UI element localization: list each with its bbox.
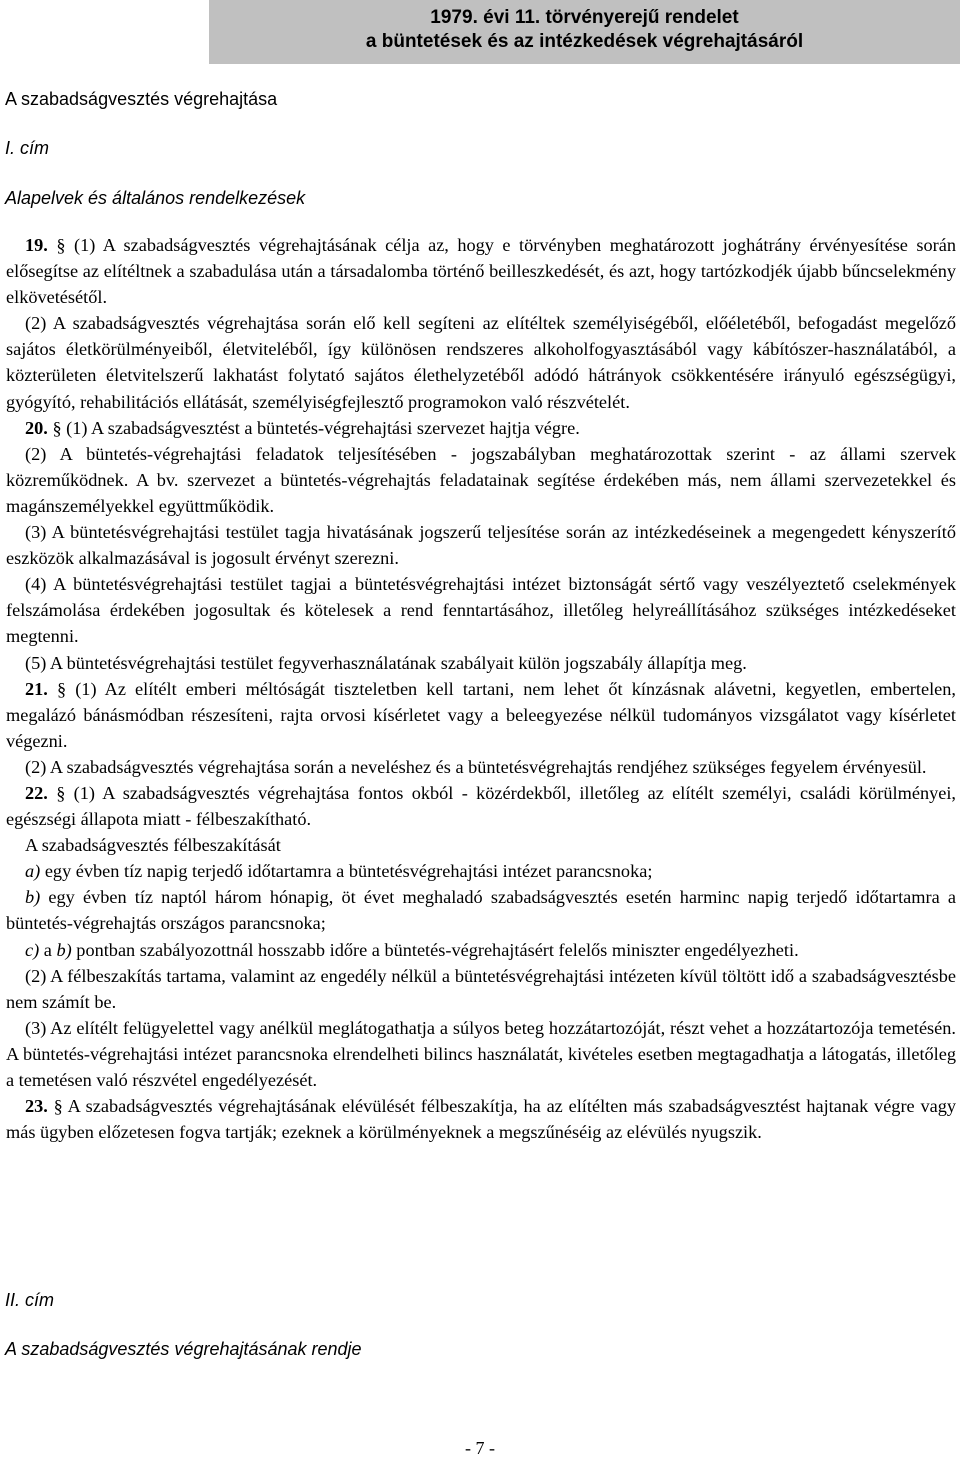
point-c-reference: b) (56, 939, 72, 960)
cim-1-heading: I. cím (5, 138, 49, 158)
section-22-text-1: (1) A szabadságvesztés végrehajtása fontos okból - közérdekből, illetőleg az elítélt személyi, családi körülményei, egészségi állapota miatt - félbeszakítható. (6, 782, 956, 830)
section-19-paragraph-1 (6, 232, 956, 310)
section-20-paragraph-3: (3) A büntetésvégrehajtási testület tagja hivatásának jogszerű teljesítése során az intézkedéseinek a megengedett kényszerítő eszközök alkalmazásával is jogosult érvényt szerezni. (6, 522, 956, 569)
section-22-point-b (6, 884, 956, 936)
cim-2-heading: II. cím (5, 1290, 54, 1310)
section-19-paragraph-2: (2) A szabadságvesztés végrehajtása során elő kell segíteni az elítéltek személyiségéből, előéletéből, befogadást megelőző sajátos életkörülményeiből, életviteléből, így különösen rendszeres alkoholfogyasztásából vagy kábítószer-használatából, a közterületen életvitelszerű lakhatást folytató sajátos élethelyzetéből adódó hátrányok csökkentésére irányuló egészségügyi, gyógyító, rehabilitációs ellátását, személyiségfejlesztő programokon való részvételét. (6, 313, 956, 412)
section-19-number: 19. (25, 235, 48, 255)
document-body (6, 232, 956, 1145)
section-20-paragraph-2: (2) A büntetés-végrehajtási feladatok teljesítésében - jogszabályban meghatározottak szerint - az állami szervek közreműködnek. A bv. szervezet a büntetés-végrehajtás feladatainak segítése érdekében más, nem állami szervezetekkel és magánszemélyekkel együttműködik. (6, 443, 956, 516)
header-title-line-2: a büntetések és az intézkedések végrehajtásáról (365, 31, 804, 52)
section-21-paragraph-1 (6, 676, 956, 754)
cim-1-subtitle: Alapelvek és általános rendelkezések (5, 188, 306, 208)
point-c-label: c) (25, 939, 40, 960)
section-22-number: 22. (25, 782, 48, 803)
section-22-point-c (6, 937, 956, 963)
section-22-paragraph-2: (2) A félbeszakítás tartama, valamint az engedély nélkül a büntetésvégrehajtási intézeten kívül töltött idő a szabadságvesztésbe nem számít be. (6, 965, 956, 1012)
point-b-text: egy évben tíz naptól három hónapig, öt évet meghaladó szabadságvesztés esetén harminc napig terjedő időtartamra a büntetés-végrehajtás országos parancsnoka; (6, 887, 956, 934)
point-a-label: a) (25, 861, 41, 882)
section-23-number: 23. (25, 1096, 48, 1117)
section-symbol: § (53, 1096, 63, 1117)
point-b-label: b) (25, 887, 41, 908)
section-symbol: § (52, 417, 62, 438)
section-22-intro: A szabadságvesztés félbeszakítását (25, 835, 281, 856)
section-19-text-1: (1) A szabadságvesztés végrehajtásának célja az, hogy e törvényben meghatározott joghátrány érvényesítése során elősegítse az elítéltnek a szabadulása után a társadalomba történő beilleszkedését, és azt, hogy tartózkodjék újabb bűncselekmény elkövetésétől. (6, 235, 957, 308)
section-20-paragraph-4: (4) A büntetésvégrehajtási testület tagjai a büntetésvégrehajtási intézet biztonságát sértő vagy veszélyeztető cselekmények felszámolása érdekében jogosultak és kötelesek a rend fenntartásához, illetőleg helyreállításához szükséges intézkedéseket megtenni. (6, 574, 956, 647)
document-header (209, 0, 960, 64)
section-title: A szabadságvesztés végrehajtása (5, 89, 278, 109)
section-20-text-1: (1) A szabadságvesztést a büntetés-végrehajtási szervezet hajtja végre. (66, 417, 580, 438)
section-symbol: § (56, 235, 66, 255)
section-20-paragraph-5: (5) A büntetésvégrehajtási testület fegyverhasználatának szabályait külön jogszabály állapítja meg. (25, 652, 747, 673)
point-c-article: a (43, 939, 52, 960)
header-title-line-1: 1979. évi 11. törvényerejű rendelet (430, 7, 739, 28)
section-23-paragraph-1 (6, 1093, 956, 1145)
section-22-paragraph-1 (6, 780, 956, 832)
section-symbol: § (56, 678, 67, 699)
section-20-number: 20. (25, 417, 48, 438)
section-20-paragraph-1 (6, 415, 956, 441)
section-21-paragraph-2: (2) A szabadságvesztés végrehajtása során a neveléshez és a büntetésvégrehajtás rendjéhez szükséges fegyelem érvényesül. (25, 756, 927, 777)
page-number: - 7 - (465, 1438, 495, 1458)
section-21-text-1: (1) Az elítélt emberi méltóságát tiszteletben kell tartani, nem lehet őt kínzásnak alávetni, kegyetlen, embertelen, megalázó bánásmódban részesíteni, rajta orvosi kísérletet vagy a beleegyezése nélkül tudományos vizsgálatot vagy kísérletet végezni. (6, 678, 956, 751)
point-a-text: egy évben tíz napig terjedő időtartamra a büntetésvégrehajtási intézet parancsnoka; (44, 861, 653, 882)
section-22-point-a (6, 858, 956, 884)
point-c-text: pontban szabályozottnál hosszabb időre a büntetés-végrehajtásért felelős miniszter engedélyezheti. (76, 939, 799, 960)
section-symbol: § (56, 782, 66, 803)
section-22-paragraph-3: (3) Az elítélt felügyelettel vagy anélkül meglátogathatja a súlyos beteg hozzátartozóját, részt vehet a hozzátartozója temetésén. A büntetés-végrehajtási intézet parancsnoka elrendelheti bilincs használatát, kivételes esetben megtagadhatja a látogatás, illetőleg a temetésen való részvétel engedélyezését. (6, 1017, 956, 1090)
cim-2-subtitle: A szabadságvesztés végrehajtásának rendje (5, 1339, 362, 1359)
section-23-text-1: A szabadságvesztés végrehajtásának elévülését félbeszakítja, ha az elítélten más szabadságvesztést hajtanak végre vagy más ügyben előzetesen fogva tartják; ezeknek a körülményeknek a megszűnéséig az elévülés nyugszik. (6, 1096, 956, 1143)
section-21-number: 21. (25, 678, 48, 699)
